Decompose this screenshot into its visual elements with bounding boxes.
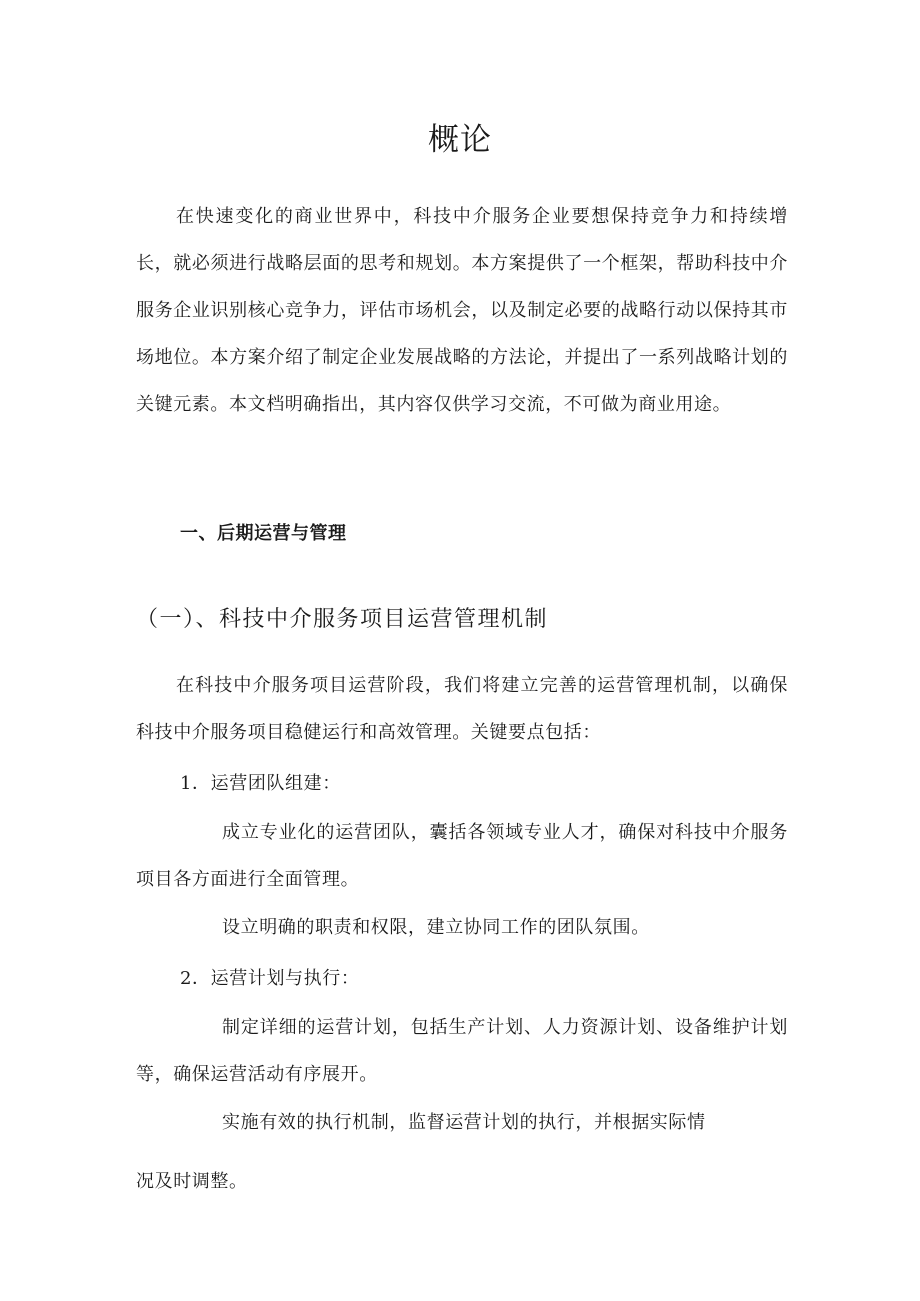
list-item-point-text: 实施有效的执行机制，监督运营计划的执行，并根据实际情 xyxy=(222,1112,706,1133)
section-heading: 一、后期运营与管理 xyxy=(180,523,347,544)
intro-paragraph: 在快速变化的商业世界中，科技中介服务企业要想保持竞争力和持续增长，就必须进行战略层面的思考和规划。本方案提供了一个框架，帮助科技中介服务企业识别核心竞争力，评估市场机会，以及制定必要的战略行动以保持其市场地位。本方案介绍了制定企业发展战略的方法论，并提出了一系列战略计划的关键元素。本文档明确指出，其内容仅供学习交流，不可做为商业用途。 xyxy=(136,206,788,415)
list-item-label: 2．运营计划与执行： xyxy=(180,968,360,989)
list-item-label: 1．运营团队组建： xyxy=(180,773,341,794)
subsection-intro-paragraph: 在科技中介服务项目运营阶段，我们将建立完善的运营管理机制，以确保科技中介服务项目稳健运行和高效管理。关键要点包括： xyxy=(136,675,788,743)
document-title: 概论 xyxy=(428,122,492,158)
list-item-point-continuation: 况及时调整。 xyxy=(136,1171,248,1192)
list-item-point: 设立明确的职责和权限，建立协同工作的团队氛围。 xyxy=(222,917,650,938)
list-item-point: 制定详细的运营计划，包括生产计划、人力资源计划、设备维护计划等，确保运营活动有序展开。 xyxy=(136,1017,788,1085)
list-item-point: 成立专业化的运营团队，囊括各领域专业人才，确保对科技中介服务项目各方面进行全面管理。 xyxy=(136,822,788,890)
list-item-point xyxy=(136,1099,788,1205)
subsection-heading: （一）、科技中介服务项目运营管理机制 xyxy=(136,607,549,632)
